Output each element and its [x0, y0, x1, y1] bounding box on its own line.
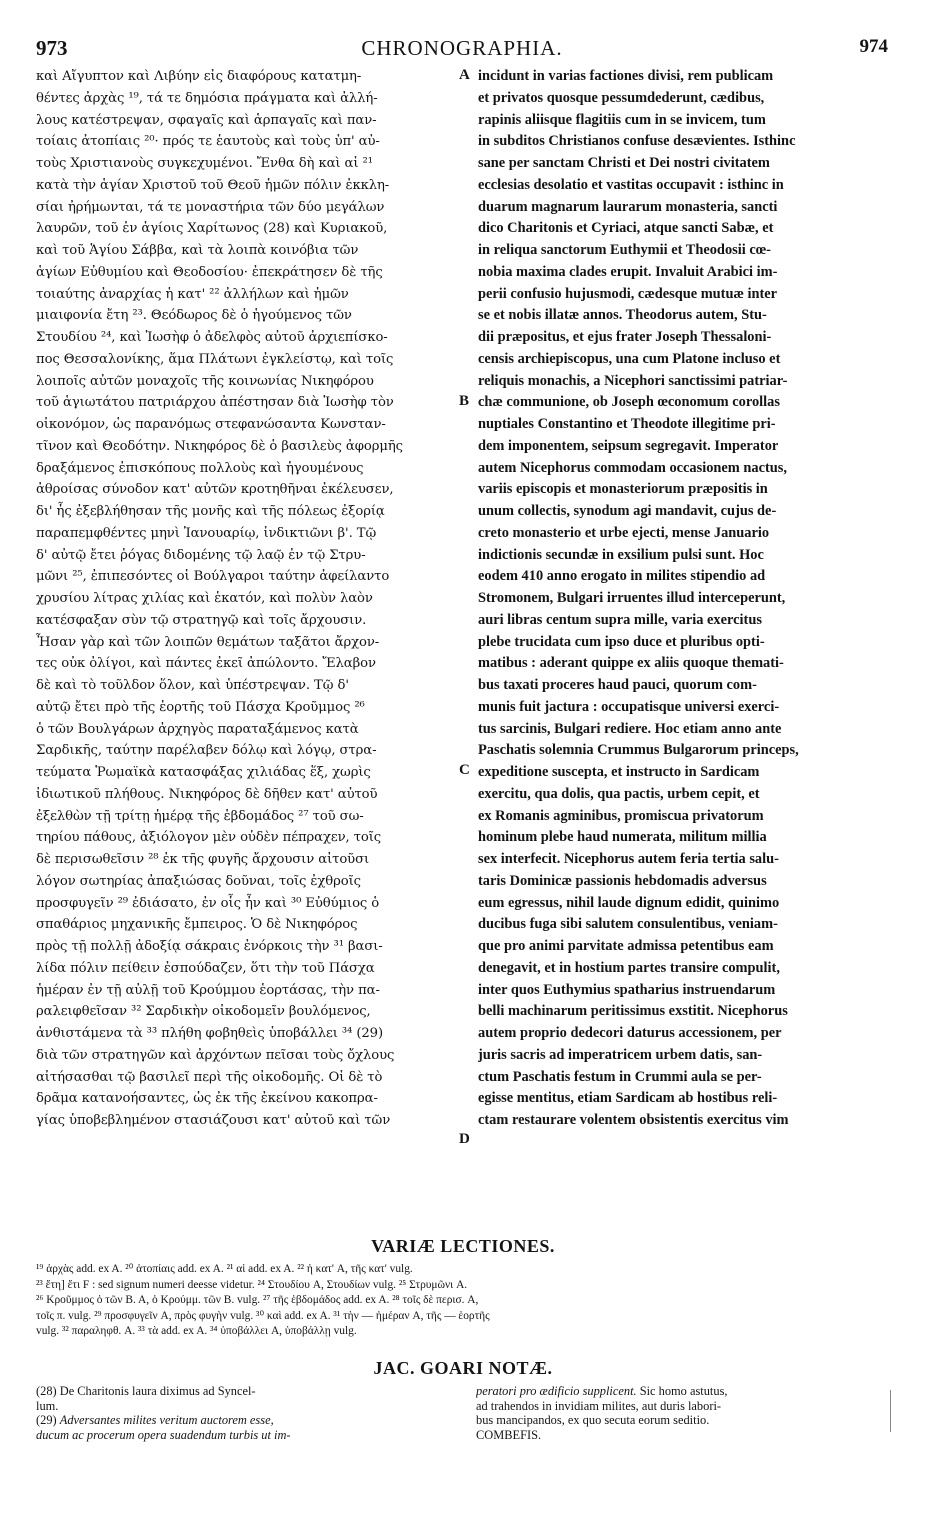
greek-text-line: δ' αὐτῷ ἔτει ῥόγας διδομένης τῷ λαῷ ἐν τῷ Στρυ-: [36, 547, 366, 563]
greek-text-line: δραξάμενος ἐπισκόπους πολλοὺς καὶ ἡγουμένους: [36, 460, 364, 476]
greek-text-line: ἐξελθὼν τῇ τρίτῃ ἡμέρᾳ τῆς ἑβδομάδος ²⁷ τοῦ σω-: [36, 808, 364, 824]
greek-text-line: οἰκονόμον, ὡς παρανόμως στεφανώσαντα Κωνσταν-: [36, 417, 386, 432]
margin-rule: [890, 1390, 891, 1432]
latin-text-line: denegavit, et in hostium partes transire compulit,: [478, 959, 780, 976]
running-header: [36, 36, 888, 70]
greek-text-line: τες οὐκ ὀλίγοι, καὶ πάντες ἐκεῖ ἀπώλοντο. Ἔλαβον: [36, 656, 376, 672]
latin-text-line: plebe trucidata cum ipso duce et pluribus opti-: [478, 633, 765, 650]
note-text-plain: lum.: [36, 1398, 59, 1413]
note-text-plain: ad trahendos in invidiam milites, aut duris labori-: [476, 1398, 722, 1413]
note-line: [36, 1413, 452, 1428]
latin-text-line: perii confusio hujusmodi, cædesque mutuæ inter: [478, 285, 778, 302]
greek-text-line: σίαι ἠρήμωνται, τά τε μοναστήρια τῶν δύο μεγάλων: [36, 199, 385, 215]
latin-text-line: Paschatis solemnia Crummus Bulgarorum princeps,: [478, 742, 799, 759]
latin-text-column: [478, 66, 892, 1240]
greek-text-line: παραπεμφθέντες μηνὶ Ἰανουαρίῳ, ἰνδικτιῶνι β'. Τῷ: [36, 525, 377, 541]
greek-text-line: λους κατέστρεψαν, σφαγαῖς καὶ ἁρπαγαῖς καὶ παν-: [36, 112, 377, 128]
greek-text-line: τοῦ ἁγιωτάτου πατριάρχου ἀπέστησαν διὰ Ἰωσὴφ τὸν: [36, 395, 394, 411]
note-line: [36, 1428, 452, 1443]
variant-reading-line: ²⁶ Κροῦμμος ὁ τῶν B. A, ὁ Κρούμμ. τῶν B. vulg. ²⁷ τῆς ἑβδομάδος add. ex A. ²⁸ τοῖς δὲ περισ. A,: [36, 1294, 479, 1306]
latin-text-line: sane per sanctam Christi et Dei nostri civitatem: [478, 155, 770, 171]
latin-text-line: bus taxati proceres haud pauci, quorum com-: [478, 677, 757, 693]
variant-reading-line: vulg. ³² παραληφθ. A. ³³ τὰ add. ex A. ³⁴ ὑποβάλλει A, ὑποβάλλῃ vulg.: [36, 1325, 357, 1337]
latin-text-line: que pro animi parvitate admissa petentibus eam: [478, 938, 774, 954]
greek-text-line: γίας ὑποβεβλημένον στασιάζουσι κατ' αὐτοῦ καὶ τῶν: [36, 1113, 391, 1128]
greek-text-line: χρυσίου λίτρας χιλίας καὶ ἑκατόν, καὶ πολὺν λαὸν: [36, 591, 373, 606]
greek-text-line: δὲ περισωθεῖσιν ²⁸ ἐκ τῆς φυγῆς ἄρχουσιν αἰτοῦσι: [36, 852, 370, 867]
variae-lectiones-block: [36, 1262, 892, 1340]
latin-text-line: autem proprio dedecori daturus accessionem, per: [478, 1025, 782, 1041]
note-text-plain: (28) De Charitonis laura diximus ad Syncel-: [36, 1384, 256, 1398]
page-number-left: 973: [36, 36, 68, 60]
latin-text-line: eum egressus, nihil laude dignum edidit, quinimo: [478, 894, 780, 911]
latin-text-line: rapinis aliisque flagitiis cum in se invicem, tum: [478, 111, 766, 128]
margin-letter-d: D: [459, 1131, 470, 1147]
latin-text-line: ctum Paschatis festum in Crummi aula se per-: [478, 1068, 762, 1085]
latin-text-line: in reliqua sanctorum Euthymii et Theodosii cœ-: [478, 242, 771, 258]
note-text-italic: peratori pro ædificio supplicent.: [476, 1384, 637, 1398]
greek-text-line: Στουδίου ²⁴, καὶ Ἰωσὴφ ὁ ἀδελφὸς αὐτοῦ ἀρχιεπίσκο-: [36, 330, 388, 345]
greek-text-line: αὐτῷ ἔτει πρὸ τῆς ἑορτῆς τοῦ Πάσχα Κροῦμμος ²⁶: [36, 699, 365, 715]
greek-text-line: προσφυγεῖν ²⁹ ἐδιάσατο, ἐν οἷς ἦν καὶ ³⁰ Εὐθύμιος ὁ: [36, 895, 380, 911]
greek-text-line: πος Θεσσαλονίκης, ἅμα Πλάτωνι ἐγκλείστῳ, καὶ τοῖς: [36, 351, 394, 367]
variant-reading-line: ¹⁹ ἀρχὰς add. ex A. ²⁰ ἀτοπίαις add. ex A. ²¹ αἱ add. ex A. ²² ἡ κατ' A, τῆς κατ' vulg.: [36, 1263, 413, 1275]
latin-text-line: creto monasterio et urbe ejecti, mense Januario: [478, 524, 770, 541]
latin-text-line: chæ communione, ob Joseph œconomum corollas: [478, 394, 780, 411]
latin-text-line: juris sacris ad imperatricem urbem datis, san-: [478, 1046, 763, 1063]
greek-text-line: ἀθροίσας σύνοδον κατ' αὐτῶν κροτηθῆναι ἐκέλευσεν,: [36, 482, 394, 498]
greek-text-line: τηρίου πάθους, ἀξιόλογον μὲν οὐδὲν πέπραχεν, τοῖς: [36, 830, 382, 846]
latin-text-line: dem imponentem, seipsum segregavit. Imperator: [478, 437, 779, 454]
note-text-plain: COMBEFIS.: [476, 1427, 542, 1442]
greek-text-line: διὰ τῶν στρατηγῶν καὶ ἀρχόντων πεῖσαι τοὺς ὄχλους: [36, 1047, 395, 1063]
page-number-right: 974: [859, 36, 888, 57]
note-line: [36, 1384, 452, 1399]
latin-text-line: eodem 410 anno erogato in milites stipendio ad: [478, 568, 766, 585]
notes-left-column: [36, 1384, 452, 1500]
greek-text-line: τοίαις ἀτοπίαις ²⁰· πρός τε ἑαυτοὺς καὶ τοὺς ὑπ' αὐ-: [36, 134, 380, 150]
margin-letter-c: C: [459, 762, 470, 778]
latin-text-line: auri libras centum supra mille, varia exercitus: [478, 611, 762, 628]
greek-text-line: σπαθάριος μηχανικῆς ἔμπειρος. Ὁ δὲ Νικηφόρος: [36, 917, 358, 933]
greek-text-line: τοιαύτης ἀναρχίας ἡ κατ' ²² ἀλλήλων καὶ ἡμῶν: [36, 286, 349, 302]
greek-text-line: δι' ἧς ἐξεβλήθησαν τῆς μονῆς καὶ τῆς πόλεως ἐξορίᾳ: [36, 504, 385, 519]
variant-reading-line: ²³ ἔτη] ἔτι F : sed signum numeri deesse videtur. ²⁴ Στουδίου A, Στουδίων vulg. ²⁵ Στρυμῶνι A.: [36, 1278, 468, 1291]
latin-text-line: ex Romanis agminibus, promiscua privatorum: [478, 807, 764, 824]
greek-text-line: λόγον σωτηρίας ἀπαξιώσας δοῦναι, τοῖς ἐχθροῖς: [36, 873, 361, 889]
note-text-italic: Adversantes milites veritum auctorem esse,: [59, 1413, 274, 1427]
greek-text-line: θέντες ἀρχὰς ¹⁹, τά τε δημόσια πράγματα καὶ ἀλλή-: [36, 90, 378, 106]
greek-text-line: κατὰ τὴν ἁγίαν Χριστοῦ τοῦ Θεοῦ ἡμῶν πόλιν ἐκκλη-: [36, 177, 390, 193]
latin-text-line: dii præpositus, et ejus frater Joseph Thessaloni-: [478, 329, 772, 345]
latin-text-line: et privatos quosque pessumdederunt, cædibus,: [478, 89, 765, 106]
latin-text-line: indictionis secundæ in exsilium pulsi sunt. Hoc: [478, 546, 764, 563]
note-line: [476, 1384, 892, 1399]
greek-text-line: μιαιφονία ἔτη ²³. Θεόδωρος δὲ ὁ ἡγούμενος τῶν: [36, 308, 352, 324]
latin-text-line: duarum magnarum laurarum monasteria, sancti: [478, 198, 778, 215]
latin-text-line: ducibus fuga sibi salutem consulentibus, veniam-: [478, 916, 778, 933]
greek-text-line: πρὸς τῇ πολλῇ ἀδοξίᾳ σάκραις ἐνόρκοις τὴν ³¹ βασι-: [36, 939, 383, 954]
greek-text-line: ὁ τῶν Βουλγάρων ἀρχηγὸς παραταξάμενος κατὰ: [36, 721, 359, 737]
latin-text-line: exercitu, qua dolis, qua pactis, urbem cepit, et: [478, 785, 760, 802]
greek-text-line: Ἦσαν γὰρ καὶ τῶν λοιπῶν θεμάτων ταξᾶτοι ἄρχον-: [36, 634, 380, 650]
note-line: [36, 1399, 452, 1414]
notes-right-column: [476, 1384, 892, 1500]
latin-text-line: ctam restaurare volentem obsistentis exercitus vim: [478, 1112, 789, 1128]
greek-text-line: λίδα πόλιν πείθειν ἐσπούδαζεν, ὅτι τὴν τοῦ Πάσχα: [36, 960, 375, 976]
greek-text-line: δρᾶμα κατανοήσαντες, ὡς ἐκ τῆς ἐκείνου κακοπρα-: [36, 1091, 378, 1107]
latin-text-line: unum collectis, synodum agi mandavit, cujus de-: [478, 503, 777, 519]
greek-text-column: [36, 66, 454, 1240]
latin-text-line: hominum plebe haud numerata, militum millia: [478, 829, 767, 846]
notes-heading: JAC. GOARI NOTÆ.: [373, 1358, 553, 1378]
greek-text-line: καὶ Αἴγυπτον καὶ Λιβύην εἰς διαφόρους κατατμη-: [36, 69, 362, 84]
greek-text-line: λοιποῖς αὐτῶν μοναχοῖς τῆς κοινωνίας Νικηφόρου: [36, 373, 374, 389]
margin-letter-a: A: [459, 67, 470, 83]
greek-text-line: ἡμέραν ἐν τῇ αὐλῇ τοῦ Κρούμμου ἑορτάσας, τὴν πα-: [36, 982, 380, 998]
latin-text-line: taris Dominicæ passionis hebdomadis adversus: [478, 872, 767, 889]
note-line: [476, 1399, 892, 1414]
latin-text-line: matibus : aderant quippe ex aliis quoque themati-: [478, 655, 784, 672]
latin-text-line: belli machinarum peritissimus exstitit. Nicephorus: [478, 1003, 788, 1020]
latin-text-line: in subditos Christianos confuse desævientes. Isthinc: [478, 133, 796, 150]
greek-text-line: μῶνι ²⁵, ἐπιπεσόντες οἱ Βούλγαροι ταύτην ἀφείλαντο: [36, 569, 390, 585]
latin-text-line: egisse mentitus, etiam Sardicam ab hostibus reli-: [478, 1090, 778, 1107]
latin-text-line: se et nobis illatæ annos. Theodorus autem, Stu-: [478, 307, 767, 324]
latin-text-line: sex interfecit. Nicephorus autem feria tertia salu-: [478, 851, 779, 867]
latin-text-line: reliquis monachis, a Nicephori sanctissimi patriar-: [478, 372, 788, 389]
greek-text-line: Σαρδικῆς, ταύτην παρέλαβεν δόλῳ καὶ λόγῳ, στρα-: [36, 743, 377, 759]
latin-text-line: munis fuit jactura : occupatisque universi exerci-: [478, 698, 780, 715]
note-text-italic: ducum ac procerum opera suadendum turbis ut im-: [36, 1427, 291, 1442]
latin-text-line: Stromonem, Bulgari irruentes illud interceperunt,: [478, 590, 786, 606]
latin-text-line: inter quos Euthymius spatharius instruendarum: [478, 981, 776, 998]
greek-text-line: ἀνθιστάμενα τὰ ³³ πλήθη φοβηθεὶς ὑποβάλλει ³⁴ (29): [36, 1026, 383, 1041]
greek-text-line: τεύματα Ῥωμαϊκὰ κατασφάξας χιλιάδας ἕξ, χωρὶς: [36, 765, 371, 780]
greek-text-line: ἰδιωτικοῦ πλήθους. Νικηφόρος δὲ δῆθεν κατ' αὐτοῦ: [36, 786, 378, 802]
greek-text-line: καὶ τοῦ Ἁγίου Σάββα, καὶ τὰ λοιπὰ κοινόβια τῶν: [36, 243, 359, 258]
latin-text-line: incidunt in varias factiones divisi, rem publicam: [478, 68, 774, 84]
greek-text-line: κατέσφαξαν σὺν τῷ στρατηγῷ καὶ τοῖς ἄρχουσιν.: [36, 612, 367, 628]
latin-text-line: censis archiepiscopus, una cum Platone incluso et: [478, 350, 781, 367]
variant-reading-line: τοῖς π. vulg. ²⁹ προσφυγεῖν A, πρὸς φυγὴν vulg. ³⁰ καὶ add. ex A. ³¹ τὴν — ἡμέραν A, τῆς — ἑορτῆς: [36, 1309, 490, 1322]
note-line: [476, 1428, 892, 1443]
note-line: [476, 1413, 892, 1428]
note-text-plain: (29): [36, 1413, 60, 1427]
greek-text-line: τοὺς Χριστιανοὺς συγκεχυμένοι. Ἔνθα δὴ καὶ αἱ ²¹: [36, 156, 373, 171]
latin-text-line: expeditione suscepta, et instructo in Sardicam: [478, 764, 760, 780]
greek-text-line: δὲ καὶ τὸ τοῦλδον ὅλον, καὶ ὑπέστρεψαν. Τῷ δ': [36, 678, 349, 693]
latin-text-line: dico Charitonis et Cyriaci, atque sancti Sabæ, et: [478, 220, 774, 237]
margin-letter-b: B: [459, 393, 470, 409]
greek-text-line: αἰτήσασθαι τῷ βασιλεῖ περὶ τῆς οἰκοδομῆς. Οἱ δὲ τὸ: [36, 1069, 383, 1085]
greek-text-line: ραλειφθεῖσαν ³² Σαρδικὴν οἰκοδομεῖν βουλόμενος,: [36, 1004, 371, 1020]
running-title: CHRONOGRAPHIA.: [361, 36, 563, 60]
latin-text-line: nuptiales Constantino et Theodote illegitime pri-: [478, 416, 776, 432]
note-text-plain: bus mancipandos, ex quo secuta eorum seditio.: [476, 1413, 710, 1427]
greek-text-line: λαυρῶν, τοῦ ἐν ἁγίοις Χαρίτωνος (28) καὶ Κυριακοῦ,: [36, 221, 388, 237]
latin-text-line: nobia maxima clades erupit. Invaluit Arabici im-: [478, 263, 778, 280]
latin-text-line: tus sarcinis, Bulgari rediere. Hoc etiam anno ante: [478, 720, 782, 737]
latin-text-line: autem Nicephorus commodam occasionem nactus,: [478, 459, 787, 476]
greek-text-line: τῖνον καὶ Θεοδότην. Νικηφόρος δὲ ὁ βασιλεὺς ἀφορμῆς: [36, 438, 403, 454]
note-text-tail: Sic homo astutus,: [636, 1384, 728, 1398]
greek-text-line: ἁγίων Εὐθυμίου καὶ Θεοδοσίου· ἐπεκράτησεν δὲ τῆς: [36, 264, 383, 280]
latin-text-line: ecclesias desolatio et vastitas occupavit : isthinc in: [478, 176, 784, 193]
latin-text-line: variis episcopis et monasteriorum præpositis in: [478, 481, 768, 498]
variae-lectiones-heading: VARIÆ LECTIONES.: [371, 1236, 555, 1256]
